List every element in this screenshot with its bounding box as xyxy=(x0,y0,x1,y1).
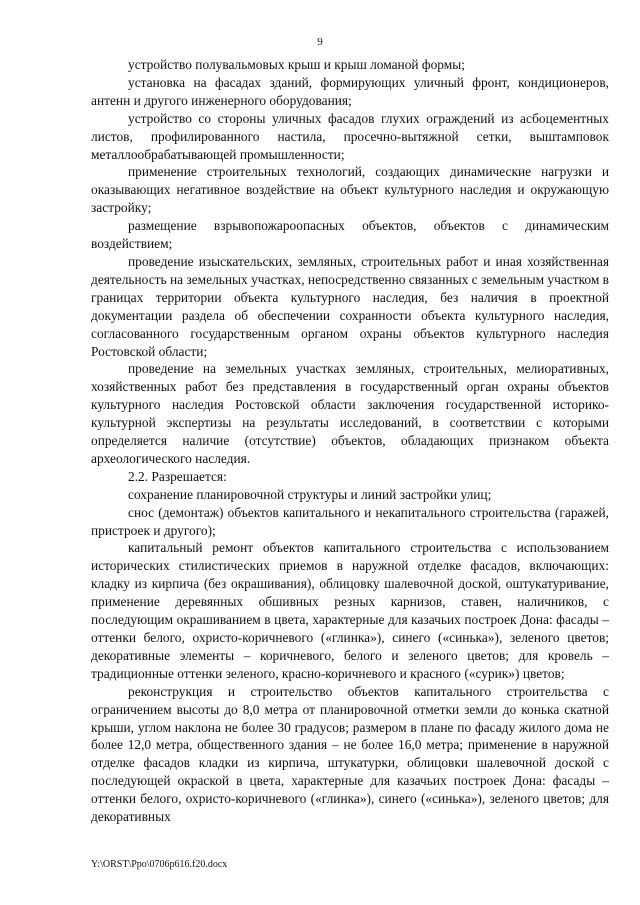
paragraph: капитальный ремонт объектов капитального строительства с использованием исторических стилистических приемов в наружной отделке фасадов, включающих: кладку из кирпича (без окрашивания), облицовку шалевочной доской, оштукатуривание, применение деревянных обшивных резных карнизов, ставен, наличников, с последующим окрашиванием в цвета, характерные для казачьих построек Дона: фасады – оттенки белого, охристо-коричневого («глинка»), синего («синька»), зеленого цветов; декоративные элементы – коричневого, белого и зеленого цветов; для кровель – традиционные оттенки зеленого, красно-коричневого и красного («сурик») цветов; xyxy=(91,540,609,681)
paragraph: установка на фасадах зданий, формирующих уличный фронт, кондиционеров, антенн и другого инженерного оборудования; xyxy=(91,74,609,108)
paragraph: проведение на земельных участках земляных, строительных, мелиоративных, хозяйственных работ без представления в государственный орган охраны объектов культурного наследия Ростовской области заключения государственной историко-культурной экспертизы на результаты исследований, в соответствии с которыми определяется наличие (отсутствие) объектов, обладающих признаком объекта археологического наследия. xyxy=(91,361,609,466)
paragraph: устройство полувальмовых крыш и крыш ломаной формы; xyxy=(128,57,465,72)
page-number: 9 xyxy=(317,36,323,48)
section-heading: 2.2. Разрешается: xyxy=(128,468,227,484)
file-path-footer: Y:\ORST\Ppo\0706p616.f20.docx xyxy=(91,859,228,870)
paragraph: применение строительных технологий, создающих динамические нагрузки и оказывающих негативное воздействие на объект культурного наследия и окружающую застройку; xyxy=(91,164,609,216)
paragraph: сохранение планировочной структуры и линий застройки улиц; xyxy=(128,486,492,502)
paragraph: размещение взрывопожароопасных объектов, объектов с динамическим воздействием; xyxy=(91,218,609,252)
paragraph: реконструкция и строительство объектов капитального строительства с ограничением высоты до 8,0 метра от планировочной отметки земли до конька скатной крыши, углом наклона не более 30 градусов; размером в плане по фасаду жилого дома не более 12,0 метра, общественного здания – не более 16,0 метра; применение в наружной отделке фасадов кладки из кирпича, штукатурки, облицовки шалевочной доской с последующей окраской в цвета, характерные для казачьих построек Дона: фасады – оттенки белого, охристо-коричневого («глинка»), синего («синька»), зеленого цветов; для декоративных xyxy=(91,683,609,825)
paragraph: устройство со стороны уличных фасадов глухих ограждений из асбоцементных листов, профилированного настила, просечно-вытяжной сетки, выштамповок металлообрабатывающей промышленности; xyxy=(91,110,609,162)
paragraph: проведение изыскательских, земляных, строительных работ и иная хозяйственная деятельность на земельных участках, непосредственно связанных с земельным участком в границах территории объекта культурного наследия, без наличия в проектной документации раздела об обеспечении сохранности объекта культурного наследия, согласованного государственным органом охраны объектов культурного наследия Ростовской области; xyxy=(91,253,609,359)
paragraph: снос (демонтаж) объектов капитального и некапитального строительства (гаражей, пристроек и другого); xyxy=(91,504,609,538)
document-body xyxy=(91,56,609,826)
